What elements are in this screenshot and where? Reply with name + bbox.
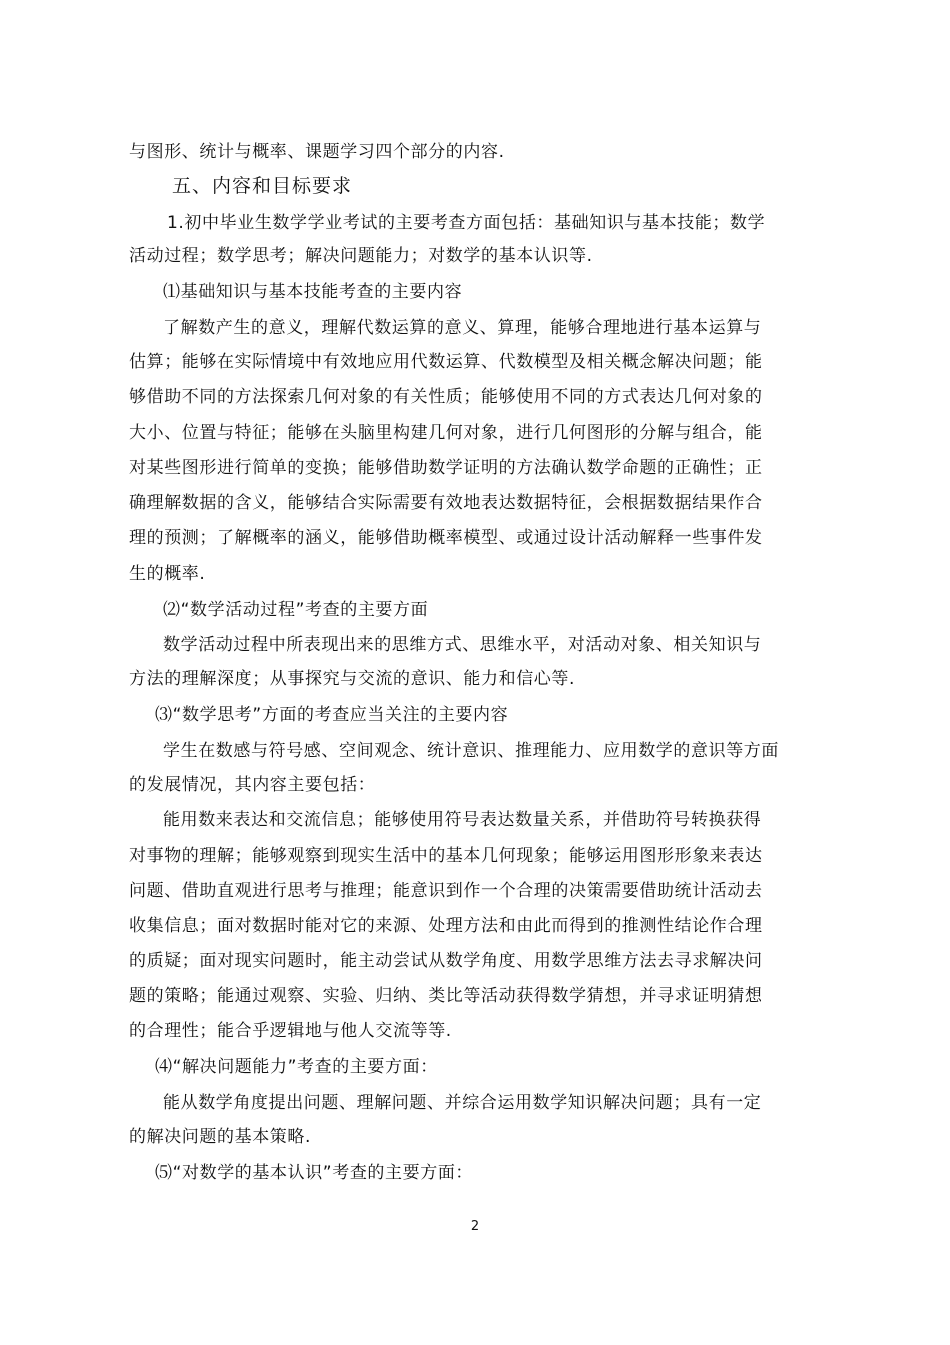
- text-line: 与图形、统计与概率、课题学习四个部分的内容.: [129, 142, 505, 162]
- text-line: 问题、借助直观进行思考与推理；能意识到作一个合理的决策需要借助统计活动去: [129, 881, 763, 901]
- page-number: 2: [470, 1219, 480, 1234]
- text-line: 估算；能够在实际情境中有效地应用代数运算、代数模型及相关概念解决问题；能: [129, 352, 763, 372]
- text-line: 的合理性；能合乎逻辑地与他人交流等等.: [129, 1021, 452, 1041]
- text-line: 方法的理解深度；从事探究与交流的意识、能力和信心等.: [129, 669, 576, 689]
- text-line: 的解决问题的基本策略.: [129, 1127, 312, 1147]
- text-line: 理的预测；了解概率的涵义，能够借助概率模型、或通过设计活动解释一些事件发: [129, 528, 763, 548]
- text-line: 能从数学角度提出问题、理解问题、并综合运用数学知识解决问题；具有一定: [163, 1093, 762, 1113]
- text-line: 学生在数感与符号感、空间观念、统计意识、推理能力、应用数学的意识等方面: [163, 741, 779, 761]
- text-line: 能用数来表达和交流信息；能够使用符号表达数量关系，并借助符号转换获得: [163, 810, 762, 830]
- text-line: 大小、位置与特征；能够在头脑里构建几何对象，进行几何图形的分解与组合，能: [129, 423, 763, 443]
- text-line: 收集信息；面对数据时能对它的来源、处理方法和由此而得到的推测性结论作合理: [129, 916, 763, 936]
- subsection-heading: ⑷“解决问题能力”考查的主要方面：: [155, 1057, 438, 1077]
- subsection-heading: ⑵“数学活动过程”考查的主要方面: [163, 600, 429, 620]
- text-line: 对事物的理解；能够观察到现实生活中的基本几何现象；能够运用图形形象来表达: [129, 846, 763, 866]
- text-line: 1.初中毕业生数学学业考试的主要考查方面包括：基础知识与基本技能；数学: [167, 213, 766, 233]
- text-line: 确理解数据的含义，能够结合实际需要有效地表达数据特征，会根据数据结果作合: [129, 493, 763, 513]
- text-line: 对某些图形进行简单的变换；能够借助数学证明的方法确认数学命题的正确性；正: [129, 458, 763, 478]
- subsection-heading: ⑸“对数学的基本认识”考查的主要方面：: [155, 1163, 474, 1183]
- subsection-heading: ⑴基础知识与基本技能考查的主要内容: [163, 282, 463, 302]
- text-line: 数学活动过程中所表现出来的思维方式、思维水平，对活动对象、相关知识与: [163, 635, 762, 655]
- text-line: 活动过程；数学思考；解决问题能力；对数学的基本认识等.: [129, 246, 593, 266]
- text-line: 的发展情况，其内容主要包括：: [129, 775, 376, 795]
- section-heading: 五、内容和目标要求: [172, 175, 353, 197]
- text-line: 的质疑；面对现实问题时，能主动尝试从数学角度、用数学思维方法去寻求解决问: [129, 951, 763, 971]
- text-line: 了解数产生的意义，理解代数运算的意义、算理，能够合理地进行基本运算与: [163, 318, 762, 338]
- text-line: 生的概率.: [129, 564, 206, 584]
- text-line: 够借助不同的方法探索几何对象的有关性质；能够使用不同的方式表达几何对象的: [129, 387, 763, 407]
- subsection-heading: ⑶“数学思考”方面的考查应当关注的主要内容: [155, 705, 509, 725]
- text-line: 题的策略；能通过观察、实验、归纳、类比等活动获得数学猜想，并寻求证明猜想: [129, 986, 763, 1006]
